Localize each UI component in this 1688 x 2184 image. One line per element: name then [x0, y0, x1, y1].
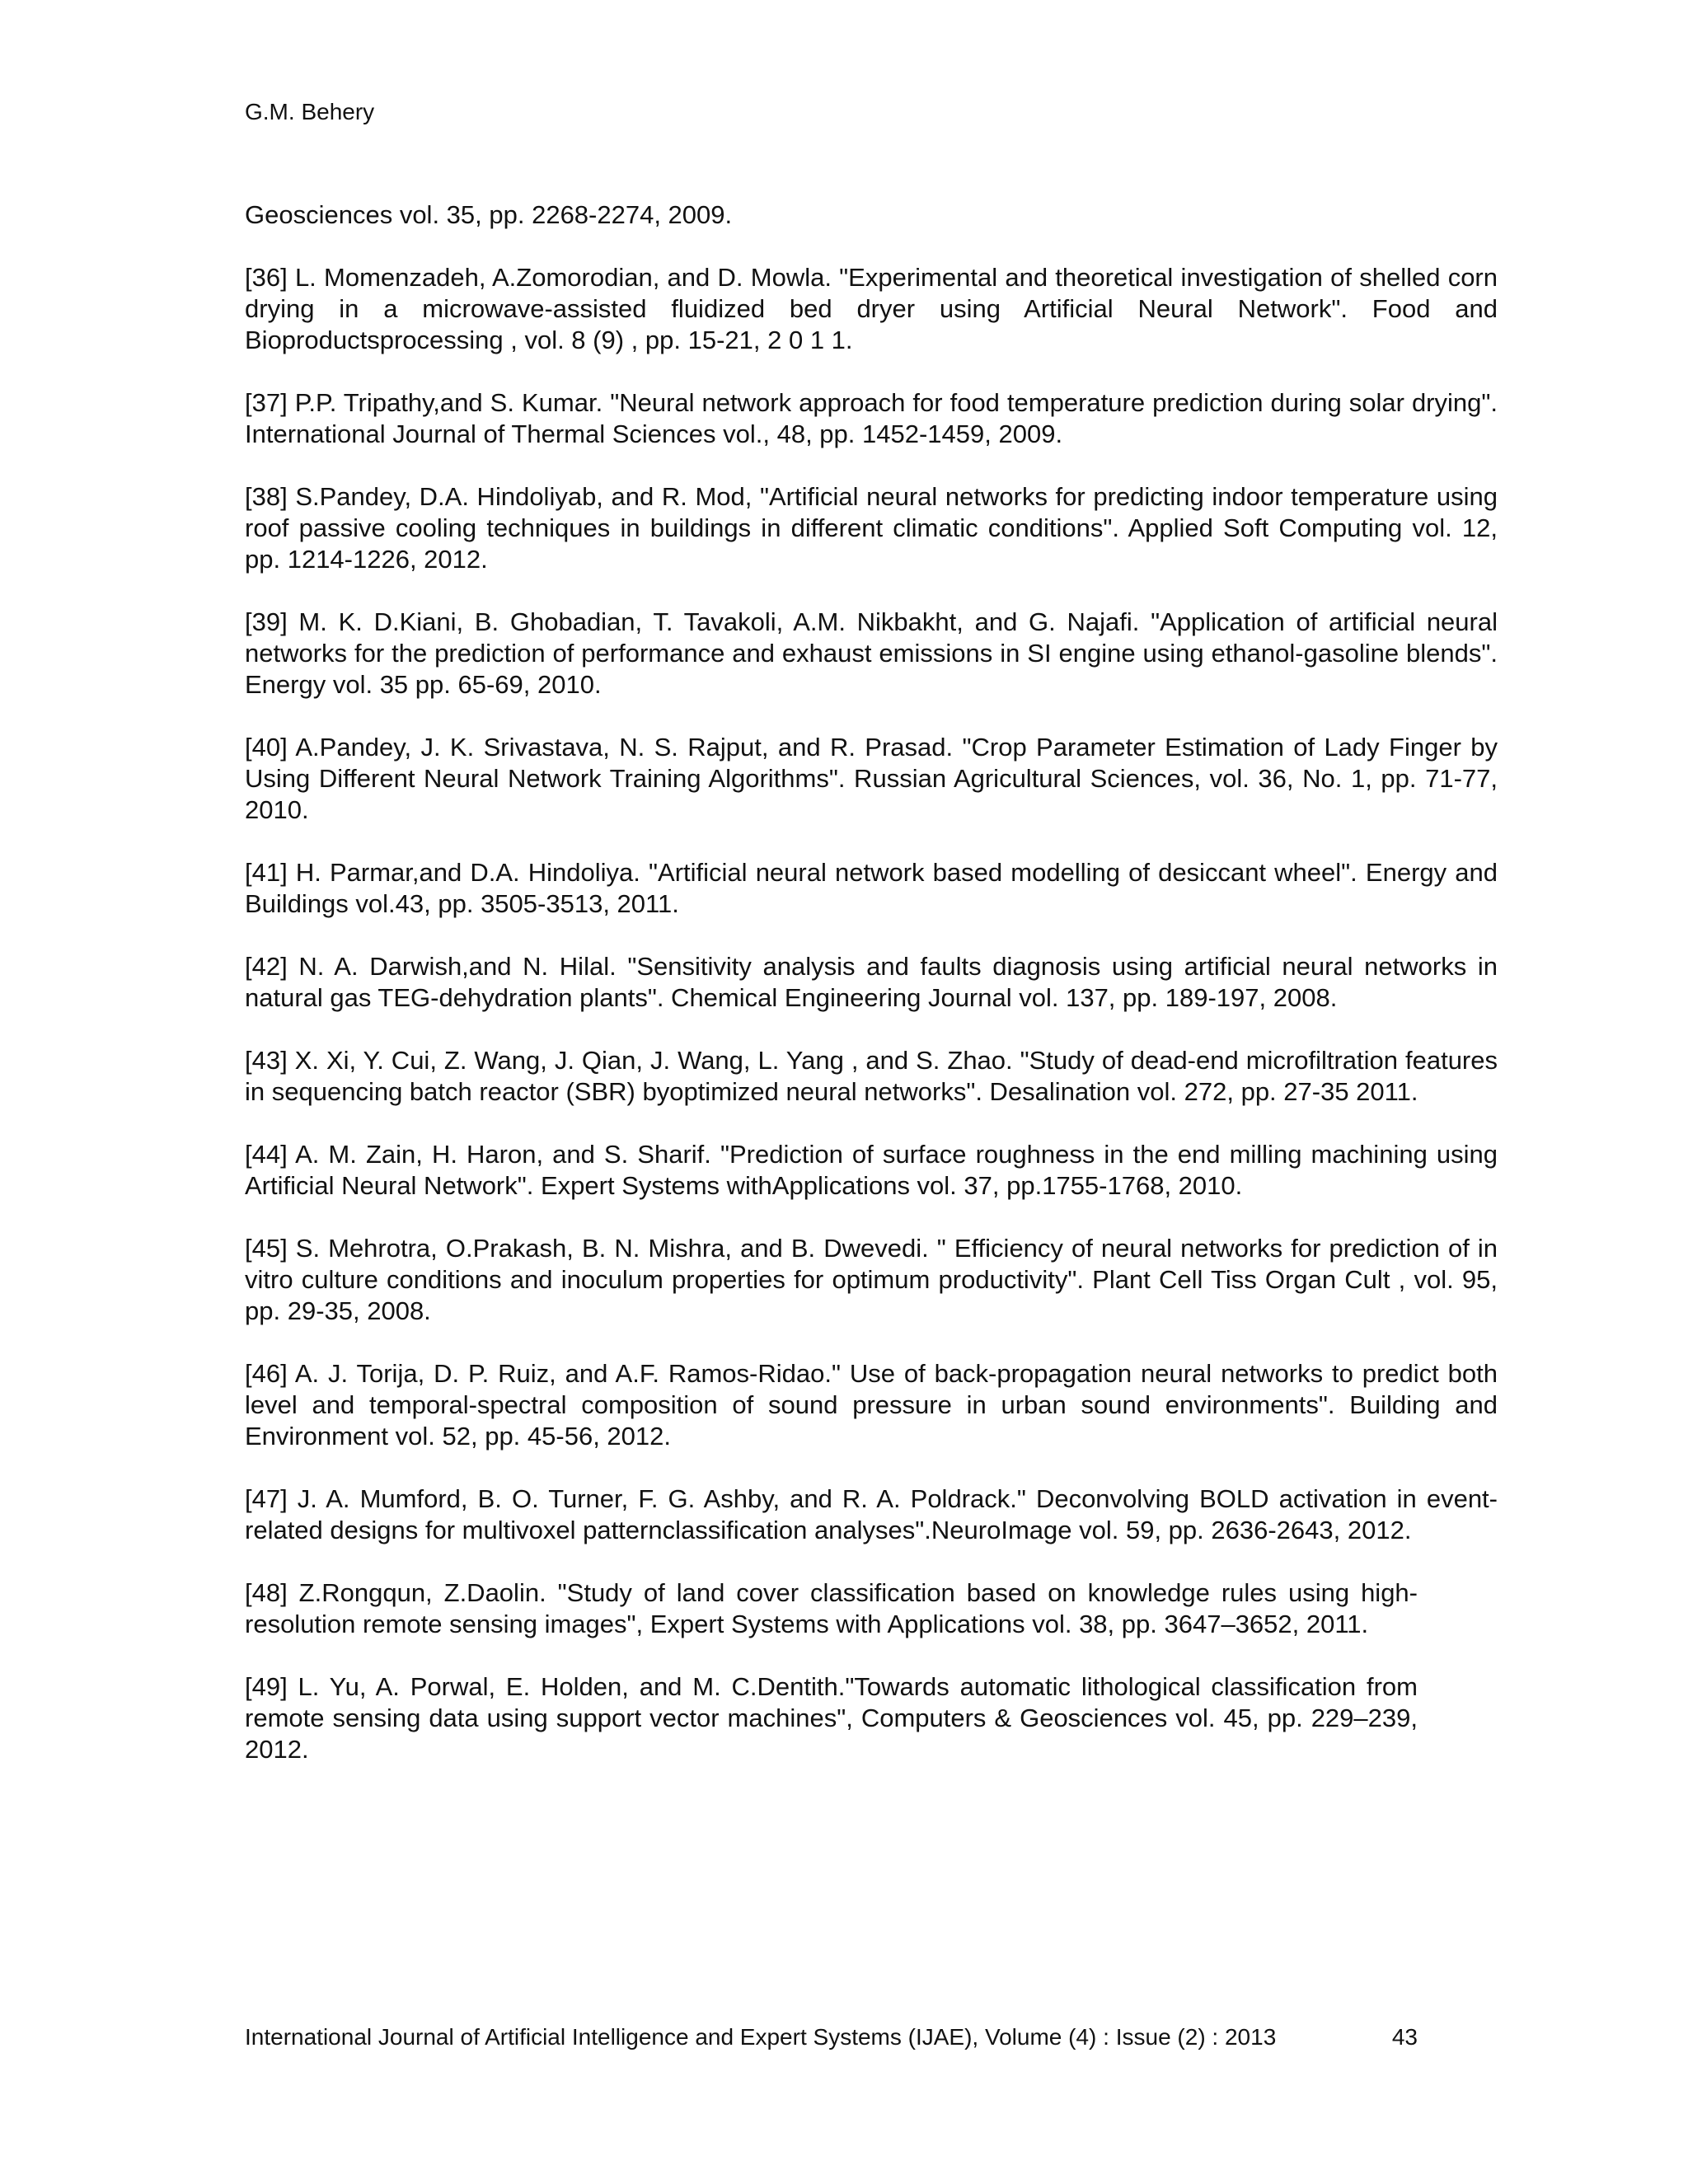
reference-49: [49] L. Yu, A. Porwal, E. Holden, and M. C.Dentith."Towards automatic lithological classification from remote sensing data using support vector machines", Computers & Geosciences vol. 45, pp. 229–239, 2012.: [245, 1672, 1418, 1764]
reference-41: [41] H. Parmar,and D.A. Hindoliya. "Artificial neural network based modelling of desiccant wheel". Energy and Buildings vol.43, pp. 3505-3513, 2011.: [245, 858, 1498, 918]
reference-46: [46] A. J. Torija, D. P. Ruiz, and A.F. Ramos-Ridao." Use of back-propagation neural networks to predict both level and temporal-spectral composition of sound pressure in urban sound environments". Building and Environment vol. 52, pp. 45-56, 2012.: [245, 1359, 1498, 1451]
reference-48: [48] Z.Rongqun, Z.Daolin. "Study of land cover classification based on knowledge rules using high-resolution remote sensing images", Expert Systems with Applications vol. 38, pp. 3647–3652, 2011.: [245, 1578, 1418, 1638]
running-header-author: G.M. Behery: [245, 99, 375, 124]
reference-list: [245, 199, 1498, 1797]
footer-journal-citation: International Journal of Artificial Intelligence and Expert Systems (IJAE), Volume (4) : Issue (2) : 2013: [245, 2024, 1277, 2050]
reference-40: [40] A.Pandey, J. K. Srivastava, N. S. Rajput, and R. Prasad. "Crop Parameter Estimation of Lady Finger by Using Different Neural Network Training Algorithms". Russian Agricultural Sciences, vol. 36, No. 1, pp. 71-77, 2010.: [245, 733, 1498, 824]
reference-39: [39] M. K. D.Kiani, B. Ghobadian, T. Tavakoli, A.M. Nikbakht, and G. Najafi. "Application of artificial neural networks for the prediction of performance and exhaust emissions in SI engine using ethanol-gasoline blends". Energy vol. 35 pp. 65-69, 2010.: [245, 607, 1498, 699]
reference-47: [47] J. A. Mumford, B. O. Turner, F. G. Ashby, and R. A. Poldrack." Deconvolving BOLD activation in event-related designs for multivoxel patternclassification analyses".NeuroImage vol. 59, pp. 2636-2643, 2012.: [245, 1484, 1498, 1544]
page-footer: [245, 2022, 1418, 2052]
reference-36: [36] L. Momenzadeh, A.Zomorodian, and D. Mowla. "Experimental and theoretical investigation of shelled corn drying in a microwave-assisted fluidized bed dryer using Artificial Neural Network". Food and Bioproductsprocessing , vol. 8 (9) , pp. 15-21, 2 0 1 1.: [245, 263, 1498, 354]
reference-43: [43] X. Xi, Y. Cui, Z. Wang, J. Qian, J. Wang, L. Yang , and S. Zhao. "Study of dead-end microfiltration features in sequencing batch reactor (SBR) byoptimized neural networks". Desalination vol. 272, pp. 27-35 2011.: [245, 1046, 1498, 1106]
reference-42: [42] N. A. Darwish,and N. Hilal. "Sensitivity analysis and faults diagnosis using artificial neural networks in natural gas TEG-dehydration plants". Chemical Engineering Journal vol. 137, pp. 189-197, 2008.: [245, 952, 1498, 1012]
reference-44: [44] A. M. Zain, H. Haron, and S. Sharif. "Prediction of surface roughness in the end milling machining using Artificial Neural Network". Expert Systems withApplications vol. 37, pp.1755-1768, 2010.: [245, 1140, 1498, 1200]
page-number: 43: [1391, 2024, 1418, 2050]
reference-45: [45] S. Mehrotra, O.Prakash, B. N. Mishra, and B. Dwevedi. " Efficiency of neural networks for prediction of in vitro culture conditions and inoculum properties for optimum productivity". Plant Cell Tiss Organ Cult , vol. 95, pp. 29-35, 2008.: [245, 1234, 1498, 1325]
reference-continuation: Geosciences vol. 35, pp. 2268-2274, 2009.: [245, 200, 733, 229]
reference-37: [37] P.P. Tripathy,and S. Kumar. "Neural network approach for food temperature prediction during solar drying". International Journal of Thermal Sciences vol., 48, pp. 1452-1459, 2009.: [245, 388, 1498, 448]
reference-38: [38] S.Pandey, D.A. Hindoliyab, and R. Mod, "Artificial neural networks for predicting indoor temperature using roof passive cooling techniques in buildings in different climatic conditions". Applied Soft Computing vol. 12, pp. 1214-1226, 2012.: [245, 482, 1498, 574]
